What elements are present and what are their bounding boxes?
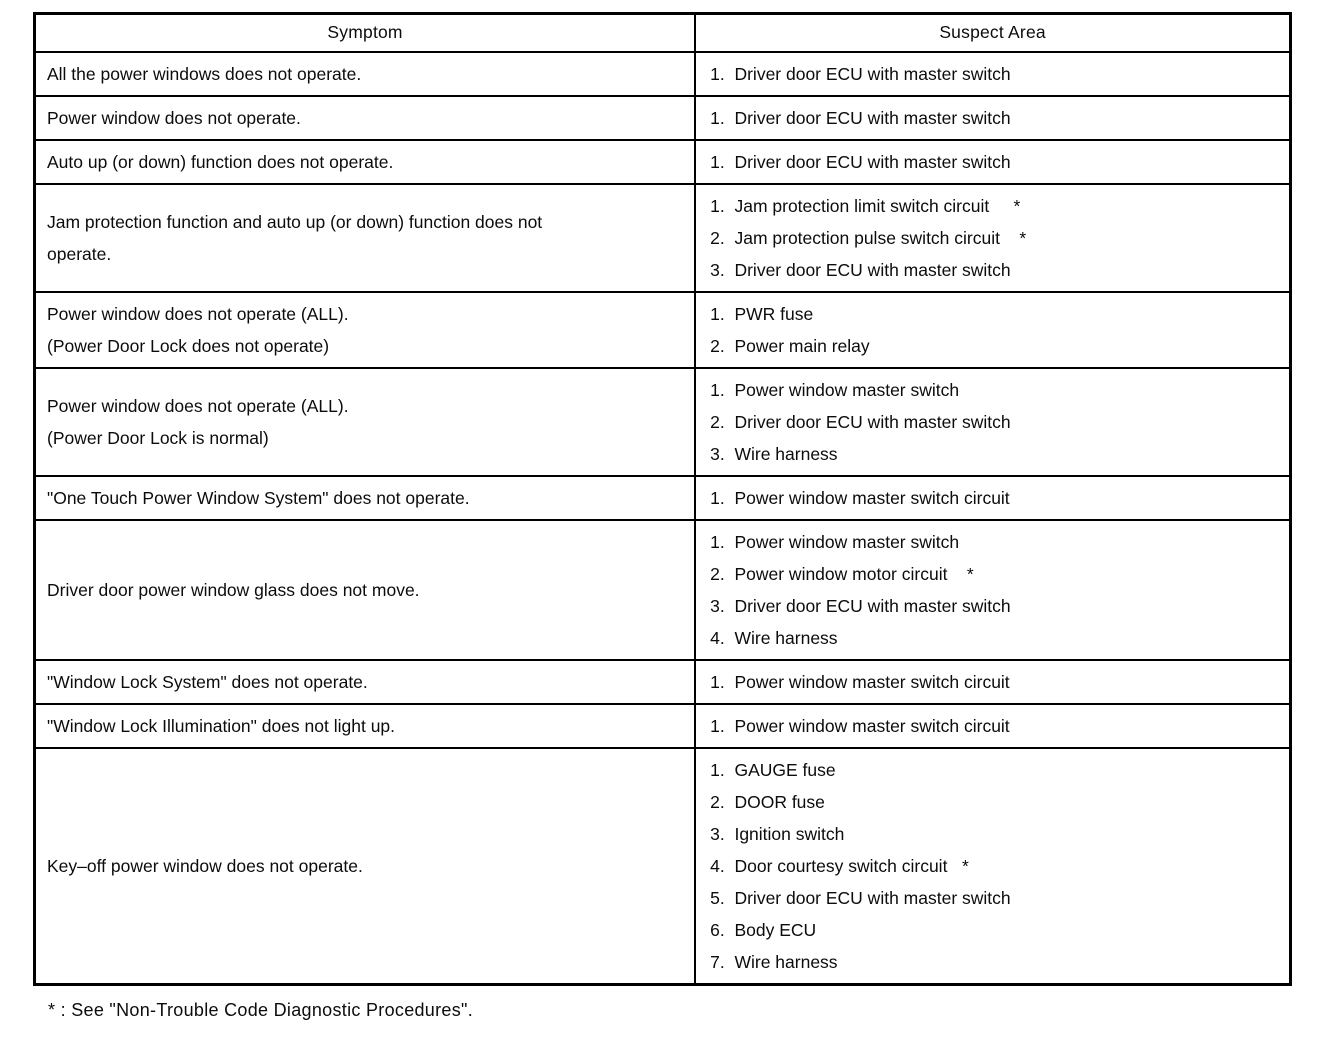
- symptom-text: Power window does not operate (ALL).: [47, 303, 349, 324]
- suspect-area-cell: [695, 52, 1290, 96]
- symptom-text: Power window does not operate.: [47, 107, 301, 128]
- symptom-text: "Window Lock System" does not operate.: [47, 671, 368, 692]
- symptom-cell: [35, 704, 696, 748]
- symptom-cell: [35, 96, 696, 140]
- table-row: [35, 368, 1291, 476]
- table-row: [35, 476, 1291, 520]
- suspect-area-cell: [695, 140, 1290, 184]
- table-row: [35, 520, 1291, 660]
- suspect-item: 1. PWR fuse: [710, 303, 814, 324]
- symptom-suspect-table: [33, 12, 1292, 986]
- suspect-area-cell: [695, 476, 1290, 520]
- suspect-area-cell: [695, 704, 1290, 748]
- footnote-asterisk-note: * : See "Non-Trouble Code Diagnostic Procedures".: [48, 999, 474, 1020]
- table-row: [35, 140, 1291, 184]
- table-row: [35, 96, 1291, 140]
- suspect-item: 1. Power window master switch: [710, 531, 960, 552]
- suspect-item: 1. Driver door ECU with master switch: [710, 151, 1011, 172]
- suspect-area-cell: [695, 368, 1290, 476]
- suspect-item: 1. Power window master switch circuit: [710, 671, 1010, 692]
- table-row: [35, 704, 1291, 748]
- table-header-row: [35, 14, 1291, 52]
- suspect-item: 1. Power window master switch circuit: [710, 487, 1010, 508]
- symptom-text: (Power Door Lock does not operate): [47, 335, 330, 356]
- symptom-text: "One Touch Power Window System" does not operate.: [47, 487, 470, 508]
- symptom-cell: [35, 292, 696, 368]
- symptom-cell: [35, 368, 696, 476]
- suspect-item: 6. Body ECU: [710, 919, 817, 940]
- symptom-cell: [35, 520, 696, 660]
- suspect-item: 2. Power window motor circuit *: [710, 563, 974, 584]
- symptom-text: Key–off power window does not operate.: [47, 855, 363, 876]
- suspect-item: 1. Jam protection limit switch circuit *: [710, 195, 1021, 216]
- suspect-item: 3. Driver door ECU with master switch: [710, 259, 1011, 280]
- suspect-item: 1. Power window master switch: [710, 379, 960, 400]
- symptom-cell: [35, 140, 696, 184]
- suspect-item: 5. Driver door ECU with master switch: [710, 887, 1011, 908]
- diagnostic-table-body: [35, 52, 1291, 985]
- suspect-item: 1. Power window master switch circuit: [710, 715, 1010, 736]
- symptom-cell: [35, 184, 696, 292]
- suspect-item: 4. Wire harness: [710, 627, 838, 648]
- suspect-area-cell: [695, 96, 1290, 140]
- suspect-area-cell: [695, 660, 1290, 704]
- symptom-text: Driver door power window glass does not move.: [47, 579, 420, 600]
- table-row: [35, 184, 1291, 292]
- symptom-text: operate.: [47, 243, 112, 264]
- suspect-item: 1. GAUGE fuse: [710, 759, 836, 780]
- symptom-cell: [35, 748, 696, 985]
- table-row: [35, 52, 1291, 96]
- suspect-item: 4. Door courtesy switch circuit *: [710, 855, 969, 876]
- suspect-item: 2. Driver door ECU with master switch: [710, 411, 1011, 432]
- symptom-text: "Window Lock Illumination" does not light up.: [47, 715, 396, 736]
- column-header-symptom: Symptom: [35, 14, 696, 52]
- suspect-area-cell: [695, 520, 1290, 660]
- suspect-item: 2. Power main relay: [710, 335, 870, 356]
- symptom-text: Auto up (or down) function does not operate.: [47, 151, 394, 172]
- suspect-item: 2. DOOR fuse: [710, 791, 825, 812]
- suspect-item: 7. Wire harness: [710, 951, 838, 972]
- table-row: [35, 660, 1291, 704]
- symptom-text: (Power Door Lock is normal): [47, 427, 269, 448]
- suspect-item: 3. Driver door ECU with master switch: [710, 595, 1011, 616]
- suspect-area-cell: [695, 292, 1290, 368]
- table-row: [35, 748, 1291, 985]
- suspect-area-cell: [695, 748, 1290, 985]
- symptom-cell: [35, 660, 696, 704]
- suspect-area-cell: [695, 184, 1290, 292]
- suspect-item: 1. Driver door ECU with master switch: [710, 63, 1011, 84]
- symptom-cell: [35, 476, 696, 520]
- symptom-text: Power window does not operate (ALL).: [47, 395, 349, 416]
- suspect-item: 1. Driver door ECU with master switch: [710, 107, 1011, 128]
- symptom-text: Jam protection function and auto up (or down) function does not: [47, 211, 543, 232]
- column-header-suspect-area: Suspect Area: [695, 14, 1290, 52]
- symptom-text: All the power windows does not operate.: [47, 63, 362, 84]
- suspect-item: 3. Wire harness: [710, 443, 838, 464]
- suspect-item: 2. Jam protection pulse switch circuit *: [710, 227, 1027, 248]
- table-row: [35, 292, 1291, 368]
- suspect-item: 3. Ignition switch: [710, 823, 845, 844]
- symptom-cell: [35, 52, 696, 96]
